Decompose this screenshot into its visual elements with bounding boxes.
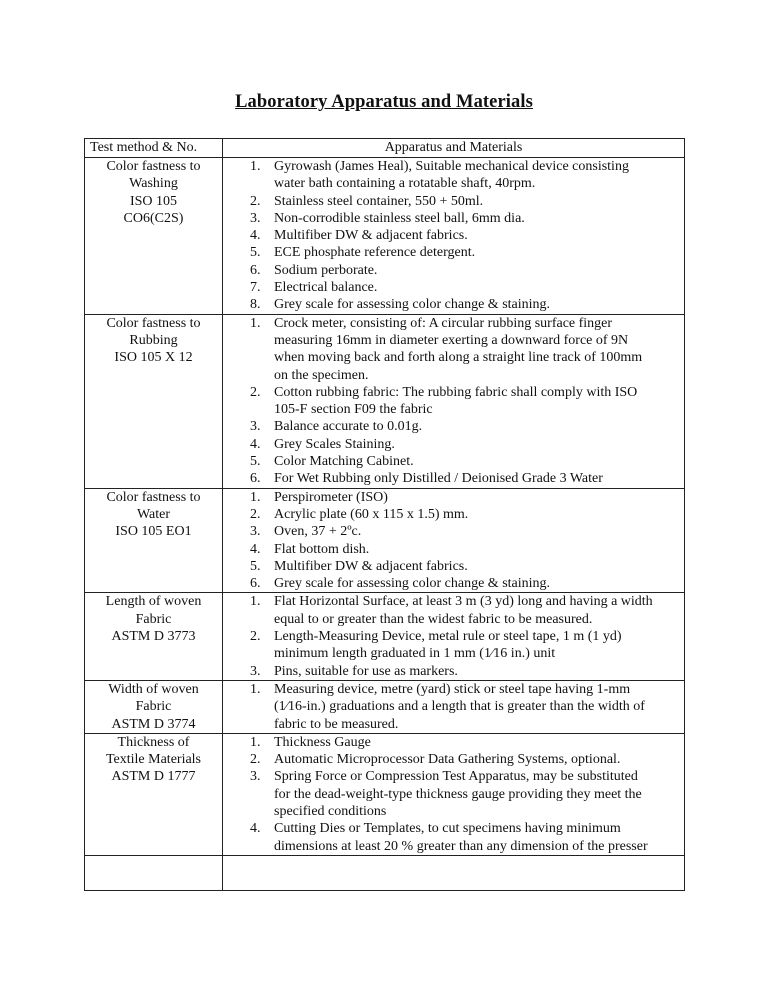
test-method-line: Color fastness to — [106, 159, 201, 174]
test-method-line: Thickness of — [117, 734, 190, 750]
item-number: 2. — [250, 384, 261, 400]
item-number: 1. — [250, 681, 261, 697]
apparatus-item — [223, 541, 684, 558]
test-method-line: Fabric — [135, 611, 172, 627]
item-number: 6. — [250, 576, 261, 592]
apparatus-item — [223, 470, 684, 487]
apparatus-item — [223, 768, 684, 820]
test-method-line: Textile Materials — [105, 752, 202, 768]
test-method-cell — [85, 488, 223, 593]
test-method-cell — [85, 314, 223, 488]
apparatus-list — [223, 734, 684, 855]
item-text-line: Flat bottom dish. — [274, 541, 370, 557]
apparatus-table — [84, 138, 685, 891]
item-text-line: for the dead-weight-type thickness gauge providing they meet the — [274, 786, 642, 802]
apparatus-item — [223, 227, 684, 244]
item-text-line: Crock meter, consisting of: A circular rubbing surface finger — [274, 315, 613, 331]
apparatus-cell — [223, 733, 685, 855]
item-number: 1. — [250, 734, 261, 750]
table-row — [85, 314, 685, 488]
test-method-line: ASTM D 3773 — [111, 629, 196, 645]
empty-table-row — [85, 855, 685, 890]
table-header-row — [85, 139, 685, 158]
item-text-line: Electrical balance. — [274, 280, 378, 296]
apparatus-item — [223, 575, 684, 592]
test-method-cell — [85, 158, 223, 315]
apparatus-item — [223, 296, 684, 313]
item-text-line: Automatic Microprocessor Data Gathering Systems, optional. — [274, 752, 621, 768]
item-text-line: Oven, 37 + 2ºc. — [274, 524, 362, 540]
apparatus-item — [223, 384, 684, 419]
test-method-cell — [85, 593, 223, 680]
apparatus-item — [223, 663, 684, 680]
item-text-line: Cutting Dies or Templates, to cut specimens having minimum — [274, 821, 621, 837]
apparatus-item — [223, 244, 684, 261]
header-apparatus: Apparatus and Materials — [223, 139, 685, 158]
item-number: 6. — [250, 262, 261, 278]
apparatus-item — [223, 506, 684, 523]
item-text-line: Balance accurate to 0.01g. — [274, 419, 423, 435]
item-text-line: 105-F section F09 the fabric — [274, 402, 433, 418]
apparatus-cell — [223, 488, 685, 593]
item-number: 4. — [250, 228, 261, 244]
apparatus-list — [223, 593, 684, 679]
item-text-line: Stainless steel container, 550 + 50ml. — [274, 193, 484, 209]
apparatus-item — [223, 593, 684, 628]
item-number: 3. — [250, 663, 261, 679]
apparatus-item — [223, 436, 684, 453]
apparatus-item — [223, 734, 684, 751]
item-text-line: Thickness Gauge — [274, 734, 371, 750]
item-number: 1. — [250, 315, 261, 331]
apparatus-item — [223, 279, 684, 296]
apparatus-list — [223, 681, 684, 733]
item-text-line: when moving back and forth along a straight line track of 100mm — [274, 350, 643, 366]
apparatus-cell — [223, 314, 685, 488]
item-text-line: Color Matching Cabinet. — [274, 454, 414, 470]
item-text-line: Acrylic plate (60 x 115 x 1.5) mm. — [274, 506, 469, 522]
apparatus-item — [223, 453, 684, 470]
test-method-line: ISO 105 X 12 — [114, 350, 193, 366]
item-text-line: Measuring device, metre (yard) stick or steel tape having 1-mm — [274, 681, 631, 697]
item-text-line: Grey scale for assessing color change & staining. — [274, 576, 551, 592]
item-text-line: minimum length graduated in 1 mm (1⁄16 in.) unit — [274, 646, 556, 662]
test-method-line: Length of woven — [105, 594, 202, 610]
header-test-method: Test method & No. — [85, 139, 223, 158]
test-method-cell — [85, 680, 223, 733]
item-number: 2. — [250, 752, 261, 768]
apparatus-item — [223, 523, 684, 540]
item-text-line: Grey scale for assessing color change & staining. — [274, 297, 551, 313]
apparatus-list — [223, 489, 684, 593]
item-text-line: Length-Measuring Device, metal rule or steel tape, 1 m (1 yd) — [274, 629, 622, 645]
item-number: 5. — [250, 454, 261, 470]
apparatus-list — [223, 158, 684, 314]
apparatus-cell — [223, 593, 685, 680]
apparatus-item — [223, 628, 684, 663]
apparatus-item — [223, 751, 684, 768]
item-number: 2. — [250, 193, 261, 209]
empty-cell — [85, 855, 223, 890]
test-method-line: Color fastness to — [106, 489, 201, 505]
item-text-line: Non-corrodible stainless steel ball, 6mm dia. — [274, 210, 525, 226]
table-row — [85, 158, 685, 315]
test-method-line: ASTM D 3774 — [111, 716, 196, 732]
item-text-line: Multifiber DW & adjacent fabrics. — [274, 228, 468, 244]
item-number: 5. — [250, 245, 261, 261]
test-method-line: Width of woven — [108, 681, 199, 697]
item-number: 8. — [250, 297, 261, 313]
table-row — [85, 733, 685, 855]
empty-cell — [223, 855, 685, 890]
item-text-line: ECE phosphate reference detergent. — [274, 245, 476, 261]
table-row — [85, 680, 685, 733]
test-method-line: Water — [136, 506, 171, 522]
item-text-line: fabric to be measured. — [274, 716, 399, 732]
item-number: 4. — [250, 821, 261, 837]
item-number: 3. — [250, 769, 261, 785]
test-method-line: Fabric — [135, 699, 172, 715]
item-text-line: Spring Force or Compression Test Apparatus, may be substituted — [274, 769, 638, 785]
item-number: 3. — [250, 210, 261, 226]
test-method-line: CO6(C2S) — [123, 210, 184, 226]
item-number: 5. — [250, 558, 261, 574]
apparatus-item — [223, 158, 684, 193]
item-text-line: (1⁄16-in.) graduations and a length that is greater than the width of — [274, 699, 645, 715]
apparatus-item — [223, 489, 684, 506]
item-text-line: Pins, suitable for use as markers. — [274, 663, 458, 679]
apparatus-item — [223, 418, 684, 435]
apparatus-item — [223, 210, 684, 227]
table-row — [85, 593, 685, 680]
item-text-line: Flat Horizontal Surface, at least 3 m (3 yd) long and having a width — [274, 594, 653, 610]
table-row — [85, 488, 685, 593]
item-text-line: Grey Scales Staining. — [274, 436, 395, 452]
page-title: Laboratory Apparatus and Materials — [235, 92, 533, 112]
item-number: 4. — [250, 541, 261, 557]
test-method-line: ISO 105 EO1 — [115, 524, 192, 540]
item-text-line: water bath containing a rotatable shaft, 40rpm. — [274, 176, 536, 192]
item-text-line: specified conditions — [274, 803, 387, 819]
item-text-line: Multifiber DW & adjacent fabrics. — [274, 558, 468, 574]
item-number: 2. — [250, 629, 261, 645]
apparatus-item — [223, 315, 684, 384]
apparatus-item — [223, 820, 684, 855]
item-number: 7. — [250, 280, 261, 296]
item-number: 4. — [250, 436, 261, 452]
item-number: 3. — [250, 524, 261, 540]
item-text-line: dimensions at least 20 % greater than any dimension of the presser — [274, 838, 648, 854]
item-text-line: Sodium perborate. — [274, 262, 378, 278]
item-number: 6. — [250, 471, 261, 487]
apparatus-item — [223, 262, 684, 279]
test-method-line: ASTM D 1777 — [111, 769, 196, 785]
test-method-line: Rubbing — [129, 332, 178, 348]
test-method-line: Color fastness to — [106, 315, 201, 331]
apparatus-item — [223, 193, 684, 210]
apparatus-list — [223, 315, 684, 488]
item-number: 2. — [250, 506, 261, 522]
item-text-line: on the specimen. — [274, 367, 369, 383]
apparatus-cell — [223, 680, 685, 733]
item-text-line: equal to or greater than the widest fabric to be measured. — [274, 611, 593, 627]
item-number: 1. — [250, 594, 261, 610]
item-text-line: Cotton rubbing fabric: The rubbing fabric shall comply with ISO — [274, 384, 638, 400]
item-text-line: Perspirometer (ISO) — [274, 489, 388, 505]
test-method-line: Washing — [129, 176, 178, 192]
apparatus-item — [223, 558, 684, 575]
item-number: 3. — [250, 419, 261, 435]
item-number: 1. — [250, 489, 261, 505]
item-text-line: measuring 16mm in diameter exerting a downward force of 9N — [274, 332, 629, 348]
test-method-cell — [85, 733, 223, 855]
item-text-line: Gyrowash (James Heal), Suitable mechanical device consisting — [274, 159, 629, 174]
apparatus-item — [223, 681, 684, 733]
test-method-line: ISO 105 — [129, 193, 178, 209]
item-number: 1. — [250, 159, 261, 174]
item-text-line: For Wet Rubbing only Distilled / Deionised Grade 3 Water — [274, 471, 603, 487]
apparatus-cell — [223, 158, 685, 315]
